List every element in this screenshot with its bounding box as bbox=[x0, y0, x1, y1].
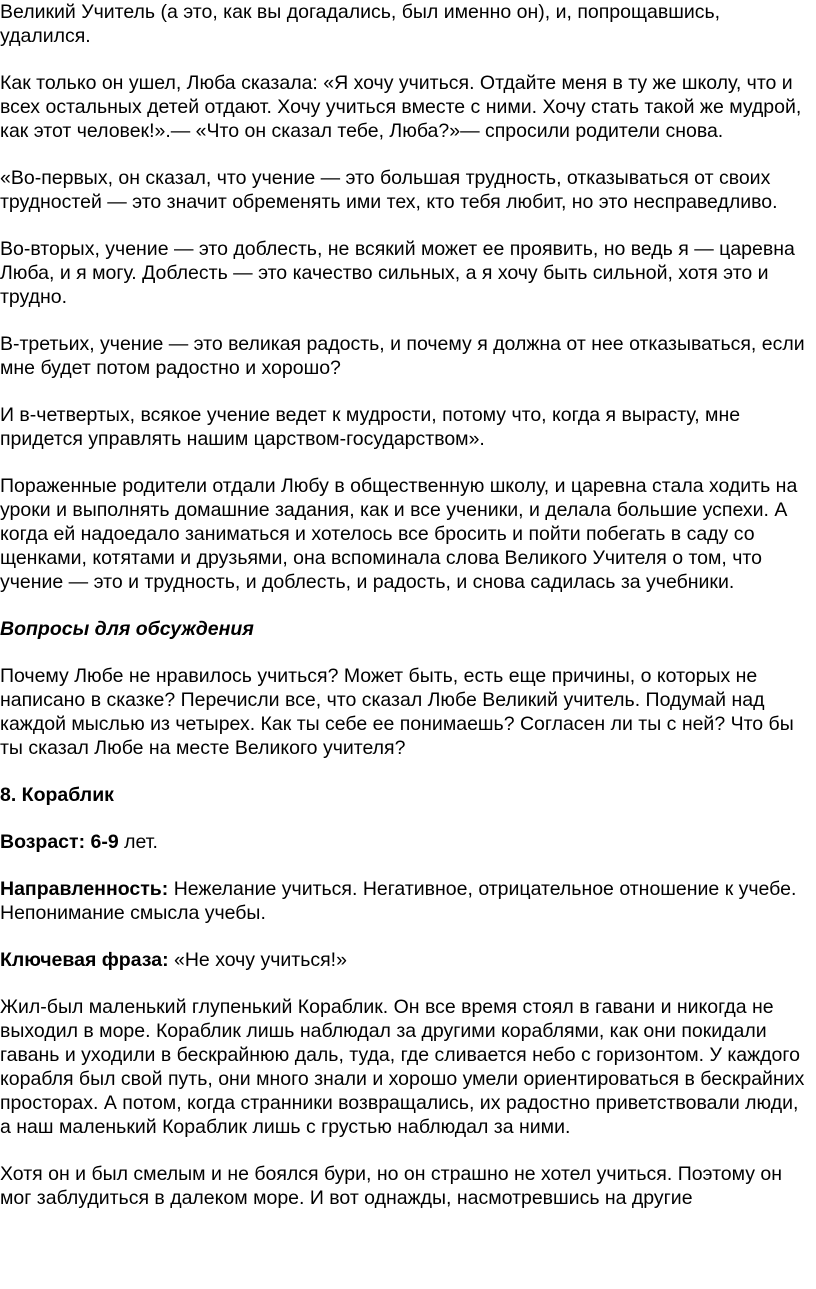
paragraph-fourth-reason: И в-четвертых, всякое учение ведет к мудрости, потому что, когда я вырасту, мне придется управлять нашим царством-государством». bbox=[0, 404, 741, 450]
story-paragraph-1: Жил-был маленький глупенький Кораблик. Он все время стоял в гавани и никогда не выходил в море. Кораблик лишь наблюдал за другими кораблями, как они покидали гавань и уходили в бескрайнюю даль, туда, где сливается небо с горизонтом. У каждого корабля был свой путь, они много знали и хорошо умели ориентироваться в бескрайних просторах. А потом, когда странники возвращались, их радостно приветствовали люди, а наш маленький Кораблик лишь с грустью наблюдал за ними. bbox=[0, 996, 805, 1138]
key-phrase-label: Ключевая фраза: bbox=[0, 949, 169, 971]
story-key-phrase-line bbox=[0, 948, 808, 972]
story-age-line bbox=[0, 830, 808, 854]
paragraph-second-reason: Во-вторых, учение — это доблесть, не всякий может ее проявить, но ведь я — царевна Люба, и я могу. Доблесть — это качество сильных, а я хочу быть сильной, хотя это и трудно. bbox=[0, 238, 795, 308]
questions-text: Почему Любе не нравилось учиться? Может быть, есть еще причины, о которых не написано в сказке? Перечисли все, что сказал Любе Великий учитель. Подумай над каждой мыслью из четырех. Как ты себе ее понимаешь? Согласен ли ты с ней? Что бы ты сказал Любе на месте Великого учителя? bbox=[0, 665, 794, 759]
paragraph-parents-school: Пораженные родители отдали Любу в общественную школу, и царевна стала ходить на уроки и выполнять домашние задания, как и все ученики, и делала большие успехи. А когда ей надоедало заниматься и хотелось все бросить и пойти побегать в саду со щенками, котятами и друзьями, она вспоминала слова Великого Учителя о том, что учение — это и трудность, и доблесть, и радость, и снова садилась за учебники. bbox=[0, 475, 798, 593]
direction-label: Направленность: bbox=[0, 878, 169, 900]
paragraph-lyuba-wants-school: Как только он ушел, Люба сказала: «Я хочу учиться. Отдайте меня в ту же школу, что и всех остальных детей отдают. Хочу учиться вместе с ними. Хочу стать такой же мудрой, как этот человек!».— «Что он сказал тебе, Люба?»— спросили родители снова. bbox=[0, 72, 802, 142]
story-title: 8. Кораблик bbox=[0, 784, 114, 806]
questions-heading: Вопросы для обсуждения bbox=[0, 618, 254, 640]
paragraph-first-reason: «Во-первых, он сказал, что учение — это большая трудность, отказываться от своих трудностей — это значит обременять ими тех, кто тебя любит, но это несправедливо. bbox=[0, 167, 778, 213]
paragraph-third-reason: В-третьих, учение — это великая радость, и почему я должна от нее отказываться, если мне будет потом радостно и хорошо? bbox=[0, 333, 805, 379]
key-phrase-text: «Не хочу учиться!» bbox=[174, 949, 347, 971]
story-paragraph-2: Хотя он и был смелым и не боялся бури, но он страшно не хотел учиться. Поэтому он мог заблудиться в далеком море. И вот однажды, насмотревшись на другие bbox=[0, 1163, 783, 1209]
direction-text: Нежелание учиться. Негативное, отрицательное отношение к учебе. Непонимание смысла учебы. bbox=[0, 878, 797, 924]
age-value: 6-9 bbox=[90, 831, 119, 853]
age-suffix: лет. bbox=[124, 831, 158, 853]
paragraph-teacher-left: Великий Учитель (а это, как вы догадались, был именно он), и, попрощавшись, удалился. bbox=[0, 1, 721, 47]
story-direction-line bbox=[0, 877, 808, 925]
age-label: Возраст: bbox=[0, 831, 86, 853]
